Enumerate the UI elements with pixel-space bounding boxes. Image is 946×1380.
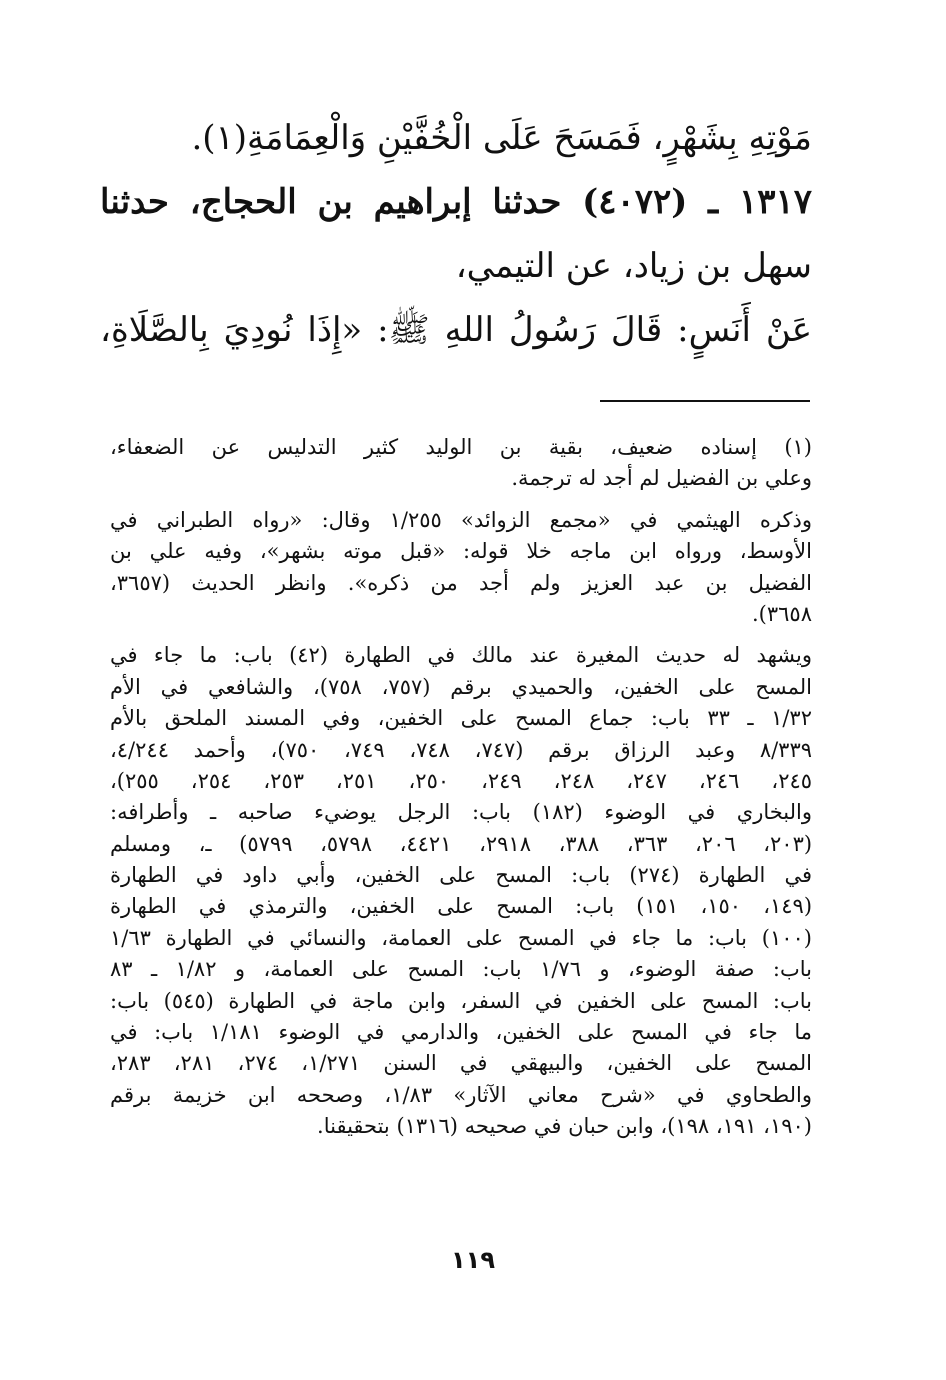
footnote-line: المسح على الخفين، والبيهقي في السنن ١/٢٧١، ٢٧٤، ٢٨١، ٢٨٣، (110, 1051, 812, 1076)
footnote-line: في الطهارة (٢٧٤) باب: المسح على الخفين، وأبي داود في الطهارة (110, 863, 812, 888)
footnote-divider (600, 400, 810, 402)
footnote-line: (١٠٠) باب: ما جاء في المسح على العمامة، والنسائي في الطهارة ١/٦٣ (110, 925, 812, 950)
footnote-line: (١) إسناده ضعيف، بقية بن الوليد كثير التدليس عن الضعفاء، (110, 435, 812, 459)
footnote-line: باب: المسح على الخفين في السفر، وابن ماجة في الطهارة (٥٤٥) باب: (110, 988, 812, 1013)
hadith-header-line: ١٣١٧ ـ (٤٠٧٢) حدثنا إبراهيم بن الحجاج، حدثنا (100, 182, 812, 222)
main-line-3: سهل بن زياد، عن التيمي، (455, 246, 812, 286)
footnote-line: وذكره الهيثمي في «مجمع الزوائد» ١/٢٥٥ وقال: «رواه الطبراني في (110, 507, 812, 532)
footnote-paragraph-2 (110, 505, 812, 631)
main-text-block (100, 106, 812, 362)
footnote-line: والطحاوي في «شرح معاني الآثار» ١/٨٣، وصححه ابن خزيمة برقم (110, 1082, 812, 1107)
footnote-line: (١٤٩، ١٥٠، ١٥١) باب: المسح على الخفين، والترمذي في الطهارة (110, 894, 812, 919)
footnote-line: الأوسط، ورواه ابن ماجه خلا قوله: «قبل موته بشهر»، وفيه علي بن (110, 539, 812, 564)
footnote-paragraph-1 (110, 432, 812, 495)
footnote-line: باب: صفة الوضوء، و ١/٧٦ باب: المسح على العمامة، و ١/٨٢ ـ ٨٣ (110, 957, 812, 982)
footnote-line: الفضيل بن عبد العزيز ولم أجد من ذكره». وانظر الحديث (٣٦٥٧، (110, 570, 812, 595)
footnote-line: (١٩٠، ١٩١، ١٩٨)، وابن حبان في صحيحه (١٣١٦) بتحقيقنا. (317, 1114, 812, 1139)
footnote-line: ما جاء في المسح على الخفين، والدارمي في الوضوء ١/١٨١ باب: في (110, 1020, 812, 1045)
page-number: ١١٩ (451, 1246, 495, 1274)
footnote-line: وعلي بن الفضيل لم أجد له ترجمة. (511, 466, 812, 491)
hadith-text-line: عَنْ أَنَسٍ: قَالَ رَسُولُ اللهِ ﷺ: «إِذَا نُودِيَ بِالصَّلَاةِ، (100, 310, 812, 350)
footnotes-block (110, 432, 812, 1153)
footnote-line: ويشهد له حديث المغيرة عند مالك في الطهارة (٤٢) باب: ما جاء في (110, 643, 812, 668)
footnote-paragraph-3 (110, 640, 812, 1142)
footnote-line: المسح على الخفين، والحميدي برقم (٧٥٧، ٧٥٨)، والشافعي في الأم (110, 674, 812, 699)
footnote-line: ٨/٣٣٩ وعبد الرزاق برقم (٧٤٧، ٧٤٨، ٧٤٩، ٧٥٠)، وأحمد ٤/٢٤٤، (110, 737, 812, 762)
main-line-1: مَوْتِهِ بِشَهْرٍ، فَمَسَحَ عَلَى الْخُفَّيْنِ وَالْعِمَامَةِ(١). (191, 118, 812, 158)
footnote-line: ٢٤٥، ٢٤٦، ٢٤٧، ٢٤٨، ٢٤٩، ٢٥٠، ٢٥١، ٢٥٣، ٢٥٤، ٢٥٥)، (110, 768, 812, 793)
footnote-line: والبخاري في الوضوء (١٨٢) باب: الرجل يوضيء صاحبه ـ وأطرافه: (110, 800, 812, 825)
footnote-line: ١/٣٢ ـ ٣٣ باب: جماع المسح على الخفين، وفي المسند الملحق بالأم (110, 706, 812, 731)
footnote-line: ٣٦٥٨). (752, 601, 812, 626)
footnote-line: (٢٠٣، ٢٠٦، ٣٦٣، ٣٨٨، ٢٩١٨، ٤٤٢١، ٥٧٩٨، ٥٧٩٩) ـ، ومسلم (110, 831, 812, 856)
